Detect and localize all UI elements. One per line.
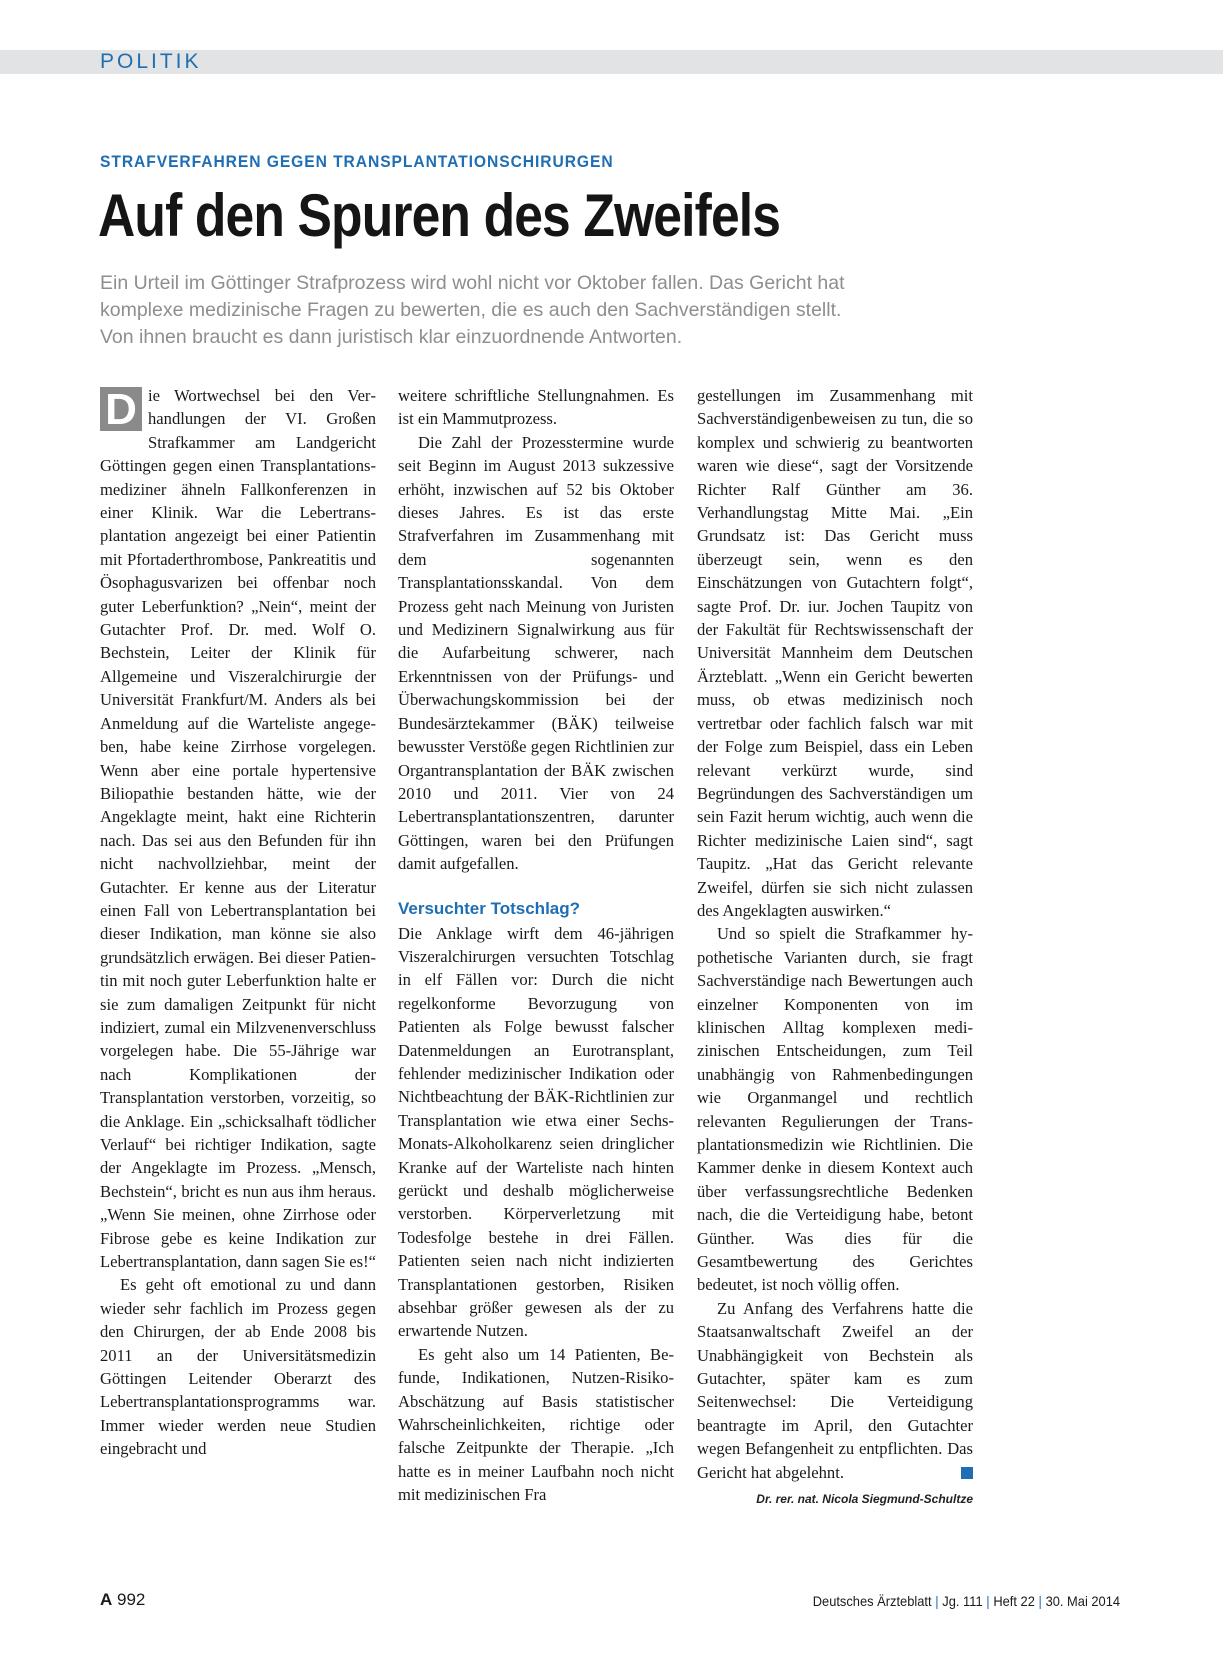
journal-issue: Heft 22	[993, 1593, 1035, 1609]
article-lede	[100, 270, 1000, 351]
text-column-1	[100, 384, 376, 1461]
paragraph: Die Zahl der Prozesstermine wurde seit Beginn im August 2013 sukzessive erhöht, inzwischen auf 52 bis Oktober dieses Jahres. Es ist das erste Strafverfahren im Zusammenhang mit dem sogenannten Transplantationsskandal. Von dem Prozess geht nach Meinung von Juristen und Medizinern Signalwirkung aus für die Aufarbeitung schwerer, nach Erkenntnissen von der Prüfungs- und Überwachungskommission bei der Bundesärztekammer (BÄK) teilweise bewusster Verstöße gegen Richtlinien zur Organtransplantation der BÄK zwischen 2010 und 2011. Vier von 24 Lebertransplantationszentren, darunter Göttingen, waren bei den Prüfungen damit aufgefallen.	[398, 432, 674, 874]
paragraph: weitere schriftliche Stellungnahmen. Es ist ein Mammutprozess.	[398, 386, 674, 429]
paragraph: Es geht oft emotional zu und dann wieder sehr fachlich im Prozess gegen den Chirurgen, der ab Ende 2008 bis 2011 an der Universitätsmedizin Göttingen Leitender Oberarzt des Lebertransplantationsprogramms war. Immer wieder werden neue Studien eingebracht und	[100, 1275, 376, 1459]
separator: |	[986, 1593, 990, 1609]
page-prefix: A	[100, 1590, 113, 1609]
lede-line: Ein Urteil im Göttinger Strafprozess wird wohl nicht vor Oktober fallen. Das Gericht hat	[100, 272, 845, 294]
text-column-2	[398, 384, 674, 1507]
paragraph-text: ie Wortwechsel bei den Verhandlungen der VI. Großen Strafkammer am Landgericht Göttingen gegen einen Transplantationsmediziner ähneln Fallkonferenzen in einer Klinik. War die Lebertransplantation angezeigt bei einer Patientin mit Pfortaderthrombose, Pankreatitis und Ösophagusvarizen bei offenbar noch guter Leberfunktion? „Nein“, meint der Gutachter Prof. Dr. med. Wolf O. Bechstein, Leiter der Klinik für Allgemeine und Viszeralchirurgie der Universität Frankfurt/M. Anders als bei Anmeldung auf die Warteliste angegeben, habe keine Zirrhose vorgelegen. Wenn aber eine portale hypertensive Biliopathie bestanden hätte, wie der Angeklagte meint, hakt eine Richterin nach. Das sei aus den Befunden für ihn nicht nachvollziehbar, meint der Gutachter. Er kenne aus der Literatur einen Fall von Lebertransplantation bei dieser Indikation, man könne sie also grundsätzlich erwägen. Bei dieser Patientin mit noch guter Leberfunktion halte er sie zum damaligen Zeitpunkt für nicht indiziert, zumal ein Milzvenenverschluss vorgelegen habe. Die 55-Jährige war nach Komplikationen der Transplantation verstorben, vorzeitig, so die Anklage. Ein „schicksalhaft tödlicher Verlauf“ bei richtiger Indikation, sagte der Angeklagte im Prozess. „Mensch, Bechstein“, bricht es nun aus ihm heraus. „Wenn Sie meinen, ohne Zirrhose oder Fibrose gebe es keine Indikation zur Lebertransplantation, dann sagen Sie es!“	[100, 386, 377, 1272]
page-number	[100, 1590, 145, 1610]
paragraph: Es geht also um 14 Patienten, Befunde, Indikationen, Nutzen-Risiko-Abschätzung auf Basis statistischer Wahrscheinlichkeiten, richtige oder falsche Zeitpunkte der Therapie. „Ich hatte es in meiner Laufbahn noch nicht mit medizinischen Fra	[398, 1344, 674, 1505]
paragraph	[697, 1297, 973, 1484]
section-label: POLITIK	[100, 50, 202, 73]
journal-footer	[813, 1593, 1120, 1609]
journal-name: Deutsches Ärzteblatt	[812, 1593, 932, 1609]
section-bar	[0, 50, 1223, 74]
paragraph	[100, 384, 376, 1273]
lede-line: komplexe medizinische Fragen zu bewerten, die es auch den Sachverständigen stellt.	[100, 299, 842, 321]
journal-date: 30. Mai 2014	[1045, 1593, 1120, 1609]
separator: |	[935, 1593, 939, 1609]
paragraph-text: Zu Anfang des Verfahrens hatte die Staatsanwaltschaft Zweifel an der Unabhängigkeit von Bechstein als Gutachter, später kam es zum Seitenwechsel: Die Verteidigung beantragte im April, den Gutachter wegen Befangenheit zu entpflichten. Das Gericht hat abgelehnt.	[697, 1298, 973, 1482]
paragraph: gestellungen im Zusammenhang mit Sachverständigenbeweisen zu tun, die so komplex und schwierig zu beantworten waren wie diese“, sagt der Vorsitzende Richter Ralf Günther am 36. Verhandlungstag Mitte Mai. „Ein Grundsatz ist: Das Gericht muss überzeugt sein, wenn es den Einschätzungen von Gutachtern folgt“, sagte Prof. Dr. iur. Jochen Taupitz von der Fakultät für Rechtswissenschaft der Universität Mannheim dem Deutschen Ärzteblatt. „Wenn ein Gericht bewerten muss, ob etwas medizinisch noch vertretbar oder fachlich falsch war mit der Folge zum Beispiel, dass ein Leben relevant verkürzt wurde, sind Begründungen des Sachverständigen um sein Fazit herum wichtig, auch wenn die Richter medizinische Laien sind“, sagt Taupitz. „Hat das Gericht relevante Zweifel, dürfen sie sich nicht zulassen des Angeklagten auswirken.“	[697, 386, 973, 920]
end-mark-icon	[961, 1467, 973, 1479]
article-headline: Auf den Spuren des Zweifels	[98, 182, 781, 249]
drop-cap: D	[100, 387, 142, 431]
paragraph: Und so spielt die Strafkammer hypothetische Varianten durch, sie fragt Sachverständige nach Bewertungen auch einzelner Komponenten von im klinischen Alltag komplexen medizinischen Entscheidungen, zum Teil unabhängig von Rahmenbedingungen wie Organmangel und rechtlich relevanten Regulierungen der Transplantationsmedizin wie Richtlinien. Die Kammer denke in diesem Kontext auch über verfassungsrechtliche Bedenken nach, die die Verteidigung habe, betont Günther. Was dies für die Gesamtbewertung des Gerichtes bedeutet, ist noch völlig offen.	[697, 924, 973, 1295]
article-kicker: STRAFVERFAHREN GEGEN TRANSPLANTATIONSCHIRURGEN	[100, 152, 614, 171]
page-number-value: 992	[117, 1590, 146, 1609]
section-subhead: Versuchter Totschlag?	[398, 898, 581, 918]
lede-line: Von ihnen braucht es dann juristisch klar einzuordnende Antworten.	[100, 326, 683, 348]
paragraph: Die Anklage wirft dem 46-jährigen Viszeralchirurgen versuchten Totschlag in elf Fällen vor: Durch die nicht regelkonforme Bevorzugung von Patienten als Folge bewusst falscher Datenmeldungen an Eurotransplant, fehlender medizinischer Indikation oder Nichtbeachtung der BÄK-Richtlinien zur Transplantation wie etwa einer Sechs-Monats-Alkoholkarenz seien dringlicher Kranke auf der Warteliste nach hinten gerückt und deshalb möglicherweise verstorben. Körperverletzung mit Todesfolge bestehe in drei Fällen. Patienten seien nach nicht indizierten Transplantationen gestorben, Risiken absehbar größer gewesen als der zu erwartende Nutzen.	[398, 923, 674, 1341]
text-column-3	[697, 384, 973, 1512]
author-byline: Dr. rer. nat. Nicola Siegmund-Schultze	[756, 1492, 973, 1507]
journal-volume: Jg. 111	[942, 1593, 983, 1609]
separator: |	[1038, 1593, 1042, 1609]
